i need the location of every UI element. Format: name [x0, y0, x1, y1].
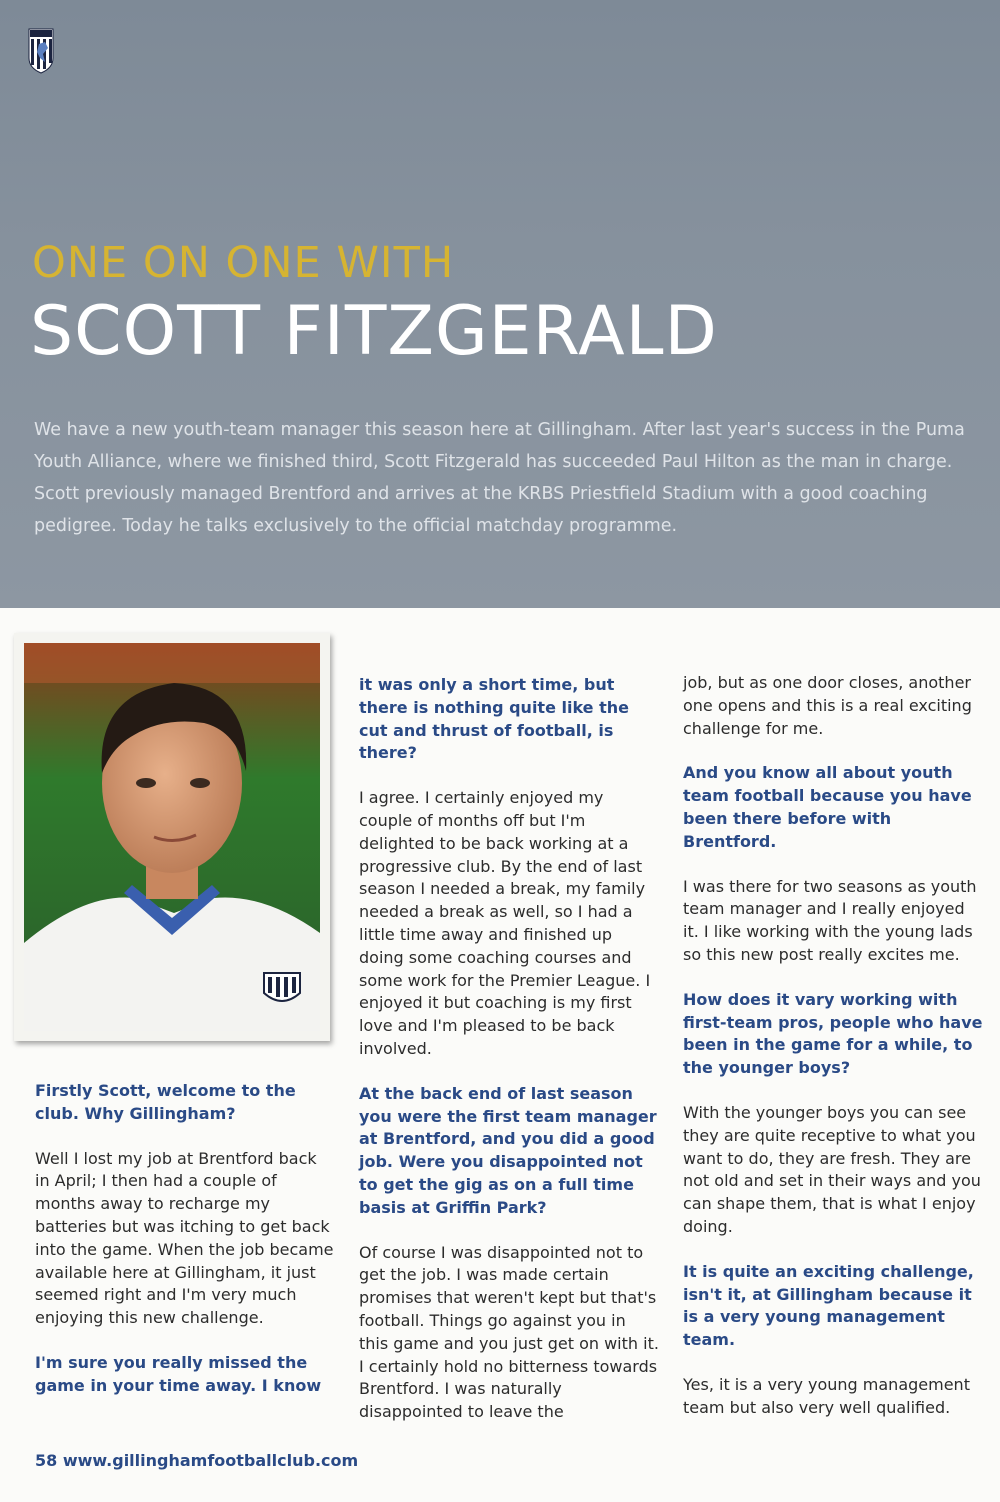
interview-question: it was only a short time, but there is nothing quite like the cut and thrust of football, is there? [359, 675, 629, 763]
portrait-image [24, 643, 320, 1031]
interview-question: And you know all about youth team football because you have been there before with Brentford. [683, 763, 972, 851]
page-title: SCOTT FITZGERALD [30, 292, 718, 371]
article-column-2 [359, 674, 659, 1446]
interview-question: Firstly Scott, welcome to the club. Why Gillingham? [35, 1081, 296, 1123]
article-column-3 [683, 672, 983, 1442]
interview-question: I'm sure you really missed the game in your time away. I know [35, 1352, 322, 1395]
interview-answer: With the younger boys you can see they are quite receptive to what you want to do, they are fresh. They are not old and set in their ways and you can shape them, that is what I enjoy doing. [683, 1102, 981, 1236]
interview-answer: Yes, it is a very young management team but also very well qualified. [683, 1374, 970, 1417]
interview-question: How does it vary working with first-team pros, people who have been in the game for a while, to the younger boys? [683, 989, 983, 1078]
interview-answer: Well I lost my job at Brentford back in April; I then had a couple of months away to recharge my batteries but was itching to get back into the game. When the job became available here at Gillingham, it just seemed right and I'm very much enjoying this new challenge. [35, 1148, 334, 1328]
intro-paragraph: We have a new youth-team manager this season here at Gillingham. After last year's success in the Puma Youth Alliance, where we finished third, Scott Fitzgerald has succeeded Paul Hilton as the man in charge. Scott previously managed Brentford and arrives at the KRBS Priestfield Stadium with a good coaching pedigree. Today he talks exclusively to the official matchday programme. [34, 420, 965, 536]
page-footer [35, 1451, 358, 1470]
page-number: 58 [35, 1451, 58, 1470]
interview-question: At the back end of last season you were the first team manager at Brentford, and you did a good job. Were you disappointed not to get the gig as on a full time basis at Griffin Park? [359, 1083, 657, 1217]
article-column-1 [35, 1080, 335, 1420]
interview-question: It is quite an exciting challenge, isn't it, at Gillingham because it is a very young management team. [683, 1261, 974, 1350]
interview-answer: I was there for two seasons as youth team manager and I really enjoyed it. I like working with the young lads so this new post really excites me. [683, 876, 977, 964]
interview-answer: I agree. I certainly enjoyed my couple of months off but I'm delighted to be back working at a progressive club. By the end of last season I needed a break, my family needed a break as well, so I had a little time away and finished up doing some coaching courses and some work for the Premier League. I enjoyed it but coaching is my first love and I'm pleased to be back involved. [359, 788, 651, 1058]
interview-answer: job, but as one door closes, another one opens and this is a real exciting challenge for me. [683, 673, 972, 738]
gillingham-crest-icon [28, 28, 54, 74]
header-banner [0, 0, 1000, 608]
player-photo [14, 633, 330, 1041]
kicker-title: ONE ON ONE WITH [32, 238, 455, 288]
website-link[interactable]: www.gillinghamfootballclub.com [62, 1451, 359, 1470]
interview-answer: Of course I was disappointed not to get the job. I was made certain promises that weren't kept but that's football. Things go against you in this game and you just get on with it. I certainly hold no bitterness towards Brentford. I was naturally disappointed to leave the [359, 1242, 659, 1422]
